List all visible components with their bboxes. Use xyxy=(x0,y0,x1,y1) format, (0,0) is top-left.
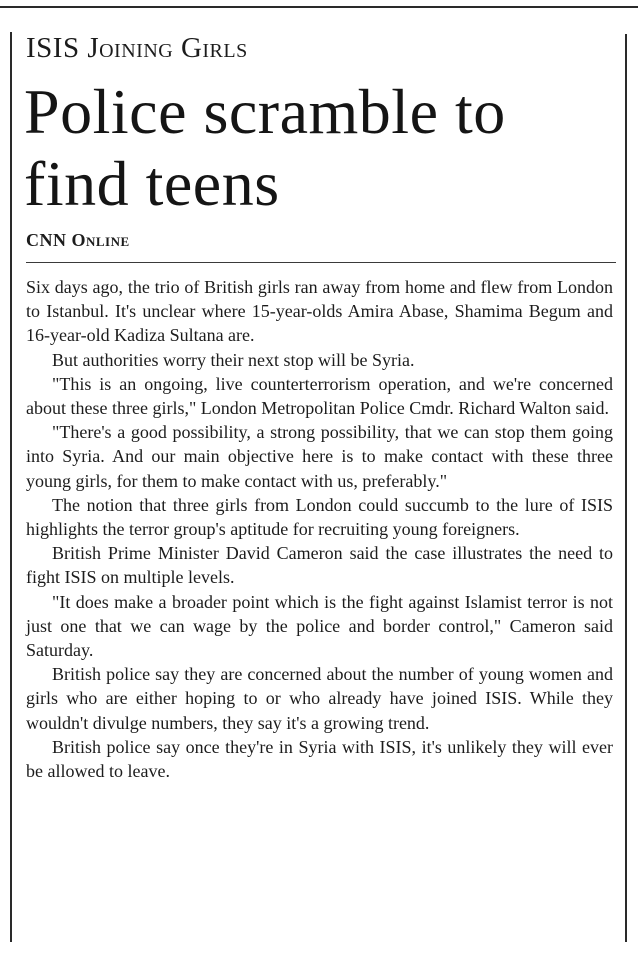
article-paragraph: British police say once they're in Syria with ISIS, it's unlikely they will ever be allowed to leave. xyxy=(26,736,613,782)
article-paragraph: "This is an ongoing, live counterterrorism operation, and we're concerned about these three girls," London Metropolitan Police Cmdr. Richard Walton said. xyxy=(26,373,613,419)
article-byline: CNN Online xyxy=(26,230,130,250)
article-paragraph: The notion that three girls from London could succumb to the lure of ISIS highlights the terror group's aptitude for recruiting young foreigners. xyxy=(26,494,613,540)
article-paragraph: But authorities worry their next stop will be Syria. xyxy=(52,349,415,370)
article-body xyxy=(26,275,613,783)
article-paragraph: British police say they are concerned about the number of young women and girls who are either hoping to or who already have joined ISIS. While they wouldn't divulge numbers, they say it's a growing trend. xyxy=(26,664,613,733)
article-paragraph: Six days ago, the trio of British girls ran away from home and flew from London to Istanbul. It's unclear where 15-year-olds Amira Abase, Shamima Begum and 16-year-old Kadiza Sultana are. xyxy=(26,277,613,346)
article-kicker: ISIS Joining Girls xyxy=(26,32,248,64)
article-paragraph: British Prime Minister David Cameron said the case illustrates the need to fight ISIS on multiple levels. xyxy=(26,543,613,588)
byline-divider xyxy=(26,262,616,263)
article-headline: Police scramble to find teens xyxy=(24,76,506,219)
top-border-rule xyxy=(0,6,638,8)
right-column-rule xyxy=(625,34,627,942)
left-column-rule xyxy=(10,32,12,942)
article-paragraph: "There's a good possibility, a strong possibility, that we can stop them going into Syria. And our main objective here is to make contact with these three young girls, for them to make contact with us, preferably." xyxy=(26,422,613,491)
article-paragraph: "It does make a broader point which is the fight against Islamist terror is not just one that we can wage by the police and border control," Cameron said Saturday. xyxy=(26,591,613,661)
